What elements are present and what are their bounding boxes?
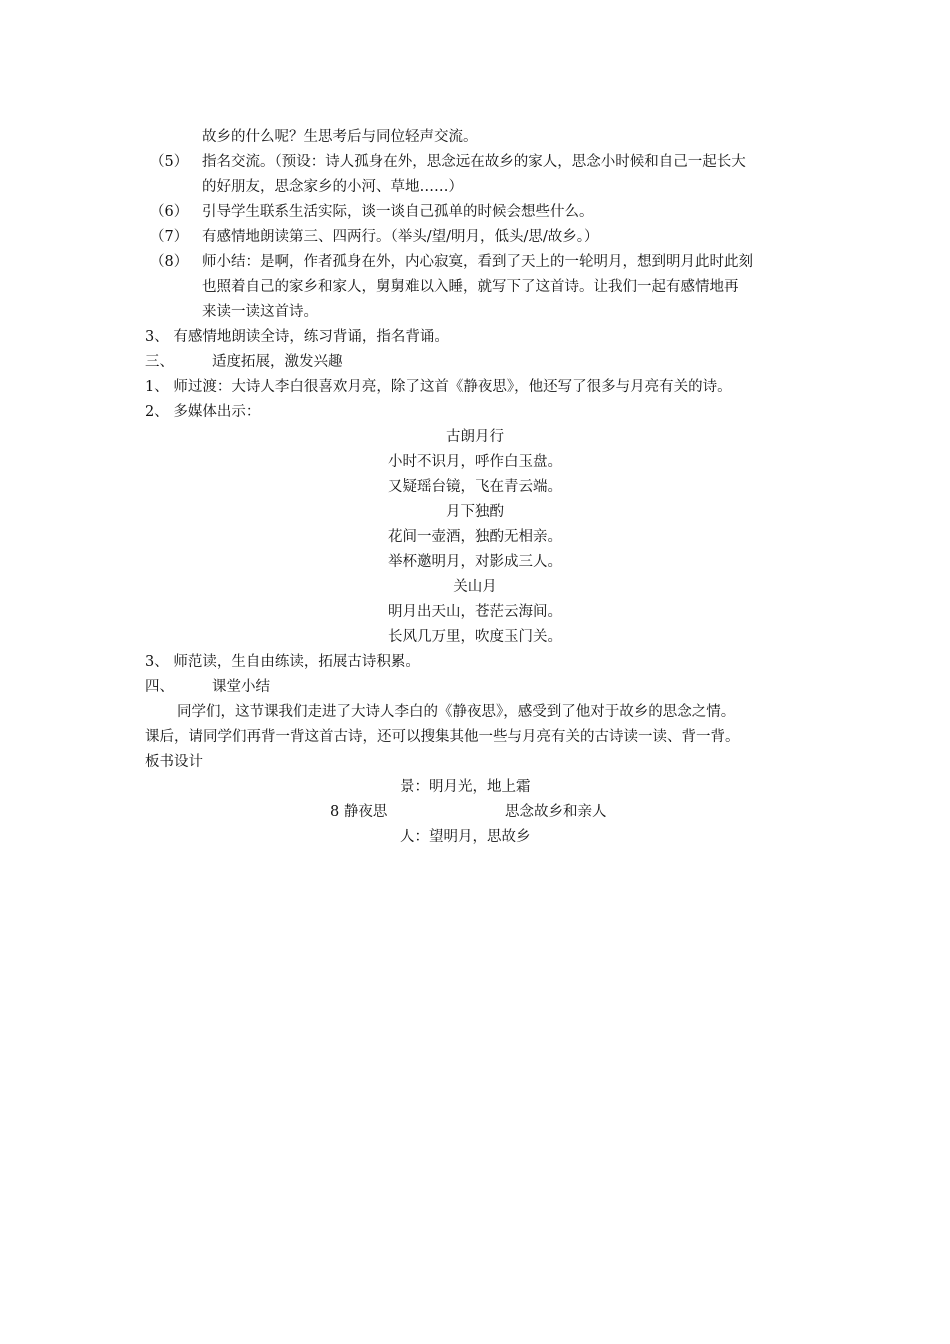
step-6-number: （6） bbox=[150, 204, 189, 220]
step-8-line-3: 来读一读这首诗。 bbox=[202, 304, 318, 320]
item-3: 3、 有感情地朗读全诗，练习背诵，指名背诵。 bbox=[145, 329, 449, 345]
section-4-title: 课堂小结 bbox=[212, 679, 270, 695]
board-top: 景：明月光，地上霜 bbox=[400, 779, 531, 795]
poem-3-line-1: 明月出天山，苍茫云海间。 bbox=[388, 604, 562, 620]
step-7-number: （7） bbox=[150, 229, 189, 245]
poem-2-line-1: 花间一壶酒，独酌无相亲。 bbox=[388, 529, 562, 545]
section-3-number: 三、 bbox=[145, 354, 174, 370]
board-heading: 板书设计 bbox=[145, 754, 203, 770]
poem-1-line-1: 小时不识月，呼作白玉盘。 bbox=[388, 454, 562, 470]
poem-1-title: 古朗月行 bbox=[446, 429, 504, 445]
step-5-number: （5） bbox=[150, 154, 189, 170]
poem-1-line-2: 又疑瑶台镜，飞在青云端。 bbox=[388, 479, 562, 495]
section-3-item-3: 3、 师范读，生自由练读，拓展古诗积累。 bbox=[145, 654, 420, 670]
step-8-number: （8） bbox=[150, 254, 189, 270]
step-4-continuation: 故乡的什么呢？生思考后与同位轻声交流。 bbox=[202, 129, 478, 145]
section-3-item-1: 1、 师过渡：大诗人李白很喜欢月亮，除了这首《静夜思》，他还写了很多与月亮有关的诗。 bbox=[145, 379, 732, 395]
poem-2-line-2: 举杯邀明月，对影成三人。 bbox=[388, 554, 562, 570]
step-5-line-2: 的好朋友，思念家乡的小河、草地……） bbox=[202, 179, 463, 195]
step-8-line-2: 也照着自己的家乡和家人，舅舅难以入睡，就写下了这首诗。让我们一起有感情地再 bbox=[202, 279, 739, 295]
board-title: 8 静夜思 bbox=[330, 804, 388, 820]
board-bottom: 人：望明月，思故乡 bbox=[400, 829, 531, 845]
poem-2-title: 月下独酌 bbox=[446, 504, 504, 520]
step-6-line-1: 引导学生联系生活实际，谈一谈自己孤单的时候会想些什么。 bbox=[202, 204, 594, 220]
poem-3-line-2: 长风几万里，吹度玉门关。 bbox=[388, 629, 562, 645]
section-3-title: 适度拓展，激发兴趣 bbox=[212, 354, 343, 370]
board-theme: 思念故乡和亲人 bbox=[505, 804, 607, 820]
step-8-line-1: 师小结：是啊，作者孤身在外，内心寂寞，看到了天上的一轮明月，想到明月此时此刻 bbox=[202, 254, 753, 270]
poem-3-title: 关山月 bbox=[453, 579, 497, 595]
section-3-item-2: 2、 多媒体出示： bbox=[145, 404, 261, 420]
summary-line-2: 课后，请同学们再背一背这首古诗，还可以搜集其他一些与月亮有关的古诗读一读、背一背。 bbox=[145, 729, 740, 745]
summary-line-1: 同学们，这节课我们走进了大诗人李白的《静夜思》，感受到了他对于故乡的思念之情。 bbox=[177, 704, 736, 720]
step-7-line-1: 有感情地朗读第三、四两行。（举头/望/明月，低头/思/故乡。） bbox=[202, 229, 599, 245]
section-4-number: 四、 bbox=[145, 679, 174, 695]
step-5-line-1: 指名交流。（预设：诗人孤身在外，思念远在故乡的家人，思念小时候和自己一起长大 bbox=[202, 154, 746, 170]
